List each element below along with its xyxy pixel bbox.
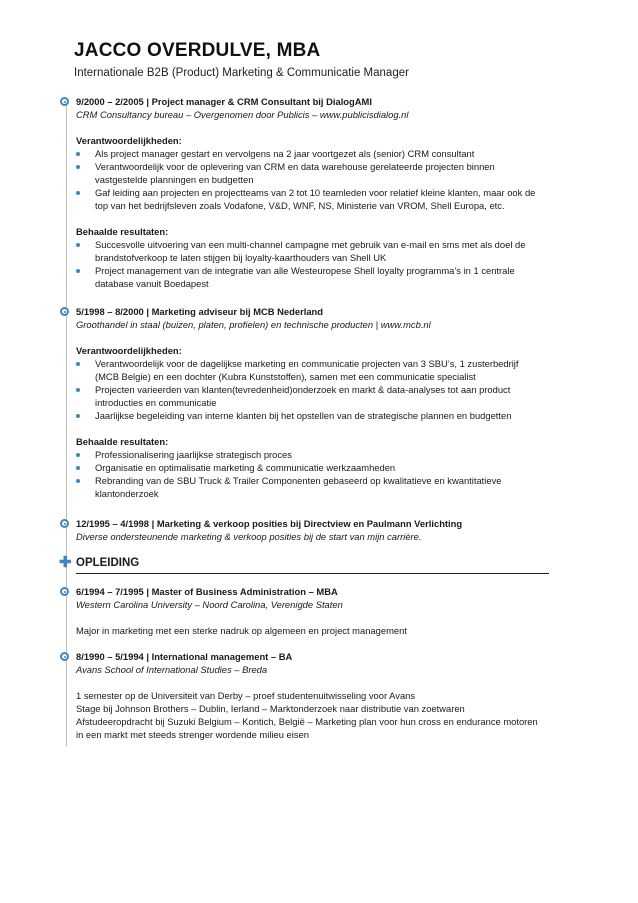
list-item-continuation: (MCB Belgie) en een dochter (Kubra Kunststoffen), samen met een communicatie specialist <box>95 371 476 382</box>
job-heading: 12/1995 – 4/1998 | Marketing & verkoop posities bij Directview en Paulmann Verlichting <box>76 518 463 529</box>
job-heading: 9/2000 – 2/2005 | Project manager & CRM Consultant bij DialogAMI <box>76 96 372 107</box>
circle-node-icon <box>60 97 69 106</box>
list-item: Project management van de integratie van alle Westeuropese Shell loyalty programma’s in 1 centrale <box>95 265 515 276</box>
list-item-continuation: brandstofverkoop te laten stijgen bij loyalty-kaarthouders van Shell UK <box>95 252 387 263</box>
education-detail: 1 semester op de Universiteit van Derby – proef studentenuitwisseling voor Avans <box>76 690 416 701</box>
section-title-education: OPLEIDING <box>76 557 140 569</box>
company-line: Diverse ondersteunende marketing & verkoop posities bij de start van mijn carrière. <box>76 531 422 542</box>
list-item: Jaarlijkse begeleiding van interne klanten bij het opstellen van de strategische plannen en budgetten <box>95 410 512 421</box>
list-item: Gaf leiding aan projecten en projectteams van 2 tot 10 teamleden voor relatief kleine klanten, maar ook de <box>95 187 536 198</box>
candidate-title: Internationale B2B (Product) Marketing & Communicatie Manager <box>74 67 409 79</box>
bullet-icon <box>76 152 80 156</box>
list-item: Als project manager gestart en vervolgens na 2 jaar voortgezet als (senior) CRM consultant <box>95 148 475 159</box>
list-item-continuation: database vanuit Boedapest <box>95 278 209 289</box>
section-divider <box>76 573 549 574</box>
education-detail: Stage bij Johnson Brothers – Dublin, Ierland – Marktonderzoek naar distributie van zoetwaren <box>76 703 465 714</box>
list-item-continuation: introducties en communicatie <box>95 397 217 408</box>
candidate-name: JACCO OVERDULVE, MBA <box>74 40 321 61</box>
bullet-icon <box>76 453 80 457</box>
plus-icon: ✚ <box>59 554 72 571</box>
education-heading: 6/1994 – 7/1995 | Master of Business Administration – MBA <box>76 586 338 597</box>
results-label: Behaalde resultaten: <box>76 436 169 447</box>
bullet-icon <box>76 191 80 195</box>
list-item-continuation: vastgestelde planningen en budgetten <box>95 174 254 185</box>
timeline-line <box>66 98 67 746</box>
education-detail: Afstudeeropdracht bij Suzuki Belgium – Kontich, België – Marketing plan voor hun cross en endurance motoren <box>76 716 538 727</box>
bullet-icon <box>76 388 80 392</box>
list-item: Professionalisering jaarlijkse strategisch proces <box>95 449 292 460</box>
education-heading: 8/1990 – 5/1994 | International management – BA <box>76 651 293 662</box>
circle-node-icon <box>60 307 69 316</box>
circle-node-icon <box>60 587 69 596</box>
education-detail: in een markt met steeds strenger wordende milieu eisen <box>76 729 309 740</box>
company-line: CRM Consultancy bureau – Overgenomen door Publicis – www.publicisdialog.nl <box>76 109 409 120</box>
circle-node-icon <box>60 519 69 528</box>
list-item: Projecten varieerden van klanten(tevredenheid)onderzoek en markt & data-analyses tot aan product <box>95 384 511 395</box>
list-item: Rebranding van de SBU Truck & Trailer Componenten gebaseerd op kwalitatieve en kwantitatieve <box>95 475 502 486</box>
list-item: Verantwoordelijk voor de oplevering van CRM en data warehouse gerelateerde projecten binnen <box>95 161 495 172</box>
list-item-continuation: klantonderzoek <box>95 488 159 499</box>
bullet-icon <box>76 243 80 247</box>
responsibilities-label: Verantwoordelijkheden: <box>76 345 182 356</box>
job-heading: 5/1998 – 8/2000 | Marketing adviseur bij MCB Nederland <box>76 306 323 317</box>
education-detail: Major in marketing met een sterke nadruk op algemeen en project management <box>76 625 407 636</box>
company-line: Groothandel in staal (buizen, platen, profielen) en technische producten | www.mcb.nl <box>76 319 431 330</box>
bullet-icon <box>76 165 80 169</box>
list-item: Succesvolle uitvoering van een multi-channel campagne met gebruik van e-mail en sms met als doel de <box>95 239 526 250</box>
school-line: Western Carolina University – Noord Carolina, Verenigde Staten <box>76 599 343 610</box>
list-item: Organisatie en optimalisatie marketing & communicatie werkzaamheden <box>95 462 396 473</box>
school-line: Avans School of International Studies – Breda <box>76 664 268 675</box>
bullet-icon <box>76 269 80 273</box>
responsibilities-label: Verantwoordelijkheden: <box>76 135 182 146</box>
bullet-icon <box>76 466 80 470</box>
bullet-icon <box>76 414 80 418</box>
bullet-icon <box>76 479 80 483</box>
list-item-continuation: top van het bedrijfsleven zoals Vodafone, V&D, WNF, NS, Ministerie van VROM, Shell Europa, etc. <box>95 200 505 211</box>
list-item: Verantwoordelijk voor de dagelijkse marketing en communicatie projecten van 3 SBU’s, 1 zusterbedrijf <box>95 358 519 369</box>
circle-node-icon <box>60 652 69 661</box>
results-label: Behaalde resultaten: <box>76 226 169 237</box>
bullet-icon <box>76 362 80 366</box>
